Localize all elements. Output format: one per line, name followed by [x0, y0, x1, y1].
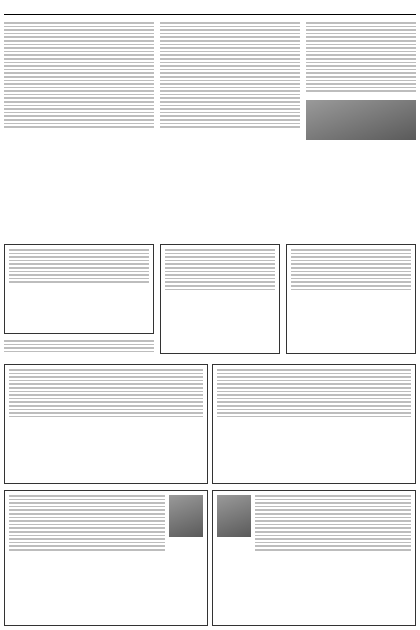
- invitation-body: [255, 495, 411, 551]
- article-body: [4, 22, 154, 128]
- article-top-left: [4, 18, 154, 238]
- article-body: [4, 340, 154, 352]
- invitation-body: [9, 369, 203, 417]
- notice-body: [9, 249, 149, 283]
- article-body: [306, 22, 416, 92]
- invitation-box-2: [212, 364, 416, 484]
- invitation-box-1: [4, 364, 208, 484]
- condolence-box-2: [286, 244, 416, 354]
- masthead: [4, 2, 416, 15]
- notice-box: [4, 244, 154, 334]
- condolence-body: [165, 249, 275, 290]
- article-body: [160, 22, 300, 128]
- portrait-photo: [169, 495, 203, 537]
- invitation-box-3: [4, 490, 208, 626]
- article-left-continued: [4, 340, 154, 360]
- article-top-right: [306, 18, 416, 238]
- condolence-body: [291, 249, 411, 290]
- invitation-box-4: [212, 490, 416, 626]
- invitation-body: [217, 369, 411, 417]
- portrait-photo: [217, 495, 251, 537]
- article-top-middle: [160, 18, 300, 238]
- condolence-box-1: [160, 244, 280, 354]
- article-photo: [306, 100, 416, 140]
- invitation-body: [9, 495, 165, 551]
